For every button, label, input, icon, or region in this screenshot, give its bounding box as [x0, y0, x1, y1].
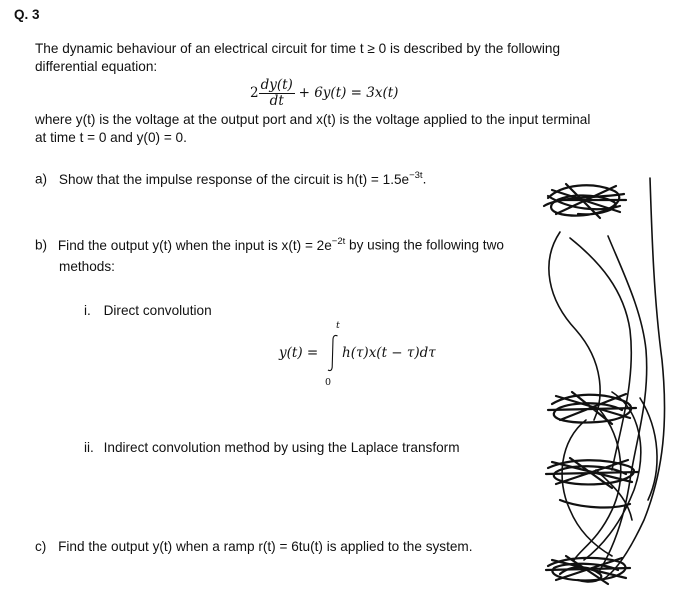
method-ii-text: Indirect convolution method by using the Laplace transform — [103, 440, 460, 455]
integral-upper-limit: t — [336, 320, 340, 331]
scribble-vertical-strokes — [549, 178, 665, 580]
part-c-text: Find the output y(t) when a ramp r(t) = 6tu(t) is applied to the system. — [58, 539, 473, 554]
fraction-denominator: dt — [269, 93, 284, 109]
equation-coefficient: 2 — [250, 85, 259, 102]
intro-line-2: differential equation: — [35, 59, 158, 74]
question-label: Q. 3 — [14, 7, 40, 22]
where-line-1: where y(t) is the voltage at the output port and x(t) is the voltage applied to the input terminal — [35, 112, 591, 127]
convolution-integrand: h(τ)x(t − τ)dτ — [342, 345, 436, 361]
part-b-line-2: methods: — [59, 259, 115, 274]
part-a-text: Show that the impulse response of the circuit is h(t) = 1.5e — [58, 171, 410, 187]
part-b-text-2: by using the following two — [345, 237, 504, 253]
part-a-exponent: −3t — [409, 170, 423, 181]
convolution-lhs: y(t) = — [279, 345, 319, 361]
equation-rest: + 6y(t) = 3x(t) — [298, 85, 399, 102]
intro-line-1: The dynamic behaviour of an electrical circuit for time t ≥ 0 is described by the following — [35, 41, 561, 56]
part-a-label: a) — [35, 171, 48, 187]
part-b-label: b) — [35, 237, 48, 253]
part-b-text: Find the output y(t) when the input is x(t) = 2e — [57, 237, 332, 253]
integral-lower-limit: 0 — [325, 377, 332, 388]
scribble-blob-bottom — [546, 556, 630, 584]
method-i-text: Direct convolution — [103, 303, 212, 318]
part-c-label: c) — [35, 539, 47, 554]
method-ii-label: ii. — [84, 440, 94, 455]
where-line-2: at time t = 0 and y(0) = 0. — [35, 130, 187, 145]
part-b-exponent: −2t — [331, 236, 346, 247]
fraction-numerator: dy(t) — [260, 77, 293, 93]
scribble-blob-top — [544, 184, 626, 218]
method-i-label: i. — [84, 303, 91, 318]
part-a-end: . — [422, 171, 427, 187]
